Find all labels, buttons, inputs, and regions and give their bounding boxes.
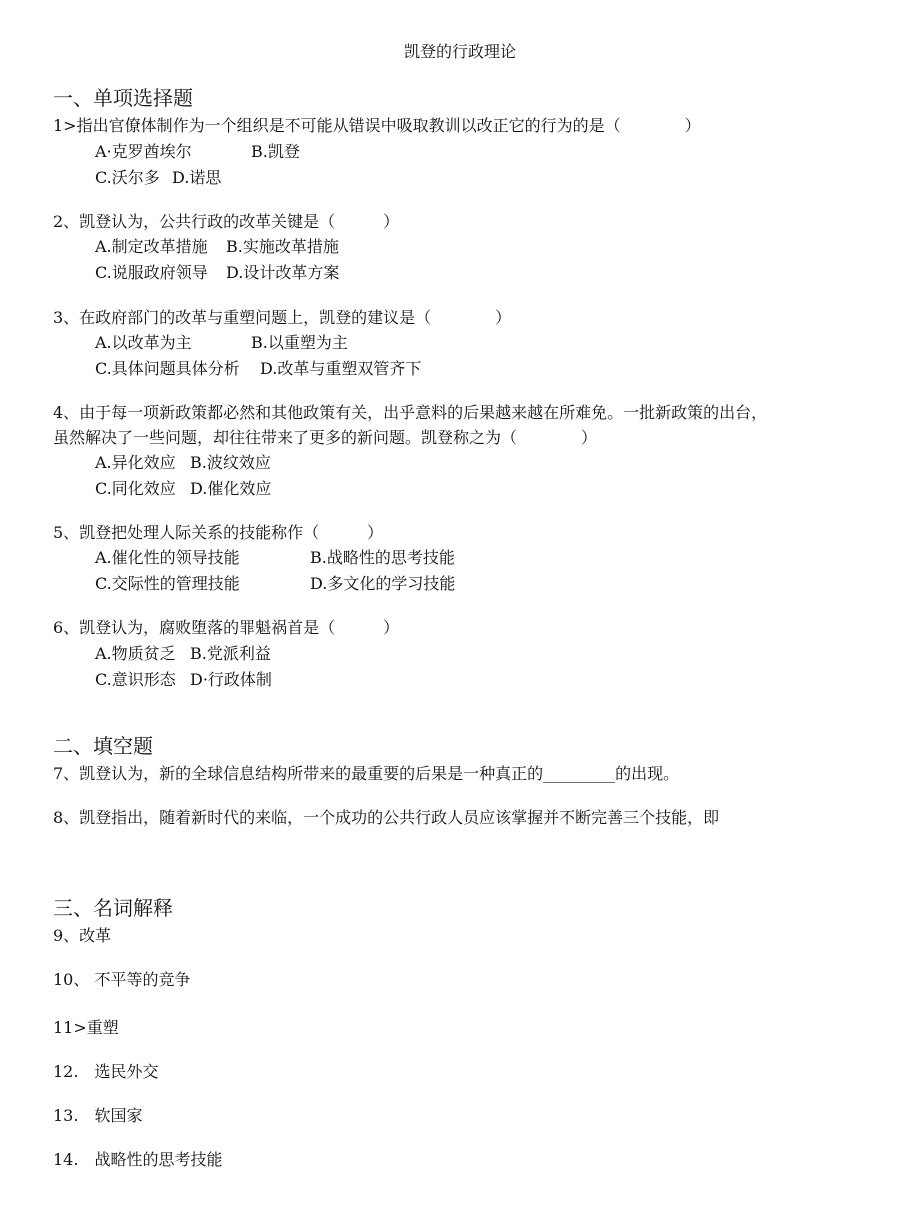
question-7: 7、凯登认为，新的全球信息结构所带来的最重要的后果是一种真正的_________的出现。 — [53, 764, 680, 783]
question-3-stem: 3、在政府部门的改革与重塑问题上，凯登的建议是（ ） — [53, 308, 512, 327]
option-c: C.同化效应 — [95, 479, 176, 498]
option-b: B.党派利益 — [190, 644, 271, 663]
option-c: C.交际性的管理技能 — [95, 574, 240, 593]
option-c: C.说服政府领导 — [95, 263, 208, 282]
term-item: 10、 不平等的竞争 — [53, 970, 191, 989]
option-b: B.以重塑为主 — [251, 333, 348, 352]
question-6-stem: 6、凯登认为，腐败堕落的罪魁祸首是（ ） — [53, 618, 400, 637]
document-title: 凯登的行政理论 — [403, 42, 516, 61]
question-1-stem: 1>指出官僚体制作为一个组织是不可能从错误中吸取教训以改正它的行为的是（ ） — [53, 116, 701, 135]
option-d: D.多文化的学习技能 — [310, 574, 456, 593]
option-b: B.实施改革措施 — [226, 237, 339, 256]
option-a: A.以改革为主 — [95, 333, 192, 352]
option-d: D.改革与重塑双管齐下 — [260, 359, 422, 378]
term-item: 11>重塑 — [53, 1018, 119, 1037]
option-a: A.物质贫乏 — [95, 644, 176, 663]
option-a: A.异化效应 — [95, 453, 176, 472]
option-a: A·克罗酋埃尔 — [95, 142, 192, 161]
section-heading-terms: 三、名词解释 — [53, 896, 173, 920]
question-2-stem: 2、凯登认为，公共行政的改革关键是（ ） — [53, 212, 400, 231]
question-4-stem-cont: 虽然解决了一些问题，却往往带来了更多的新问题。凯登称之为（ ） — [53, 428, 598, 447]
section-heading-fill-blank: 二、填空题 — [53, 734, 153, 758]
option-b: B.战略性的思考技能 — [310, 548, 455, 567]
option-d: D.诺思 — [172, 168, 222, 187]
option-a: A.催化性的领导技能 — [95, 548, 240, 567]
option-d: D.设计改革方案 — [226, 263, 340, 282]
option-b: B.凯登 — [251, 142, 300, 161]
question-5-stem: 5、凯登把处理人际关系的技能称作（ ） — [53, 523, 384, 542]
option-a: A.制定改革措施 — [95, 237, 208, 256]
term-item: 14. 战略性的思考技能 — [53, 1150, 223, 1169]
question-4-stem: 4、由于每一项新政策都必然和其他政策有关，出乎意料的后果越来越在所难免。一批新政策的出台， — [53, 403, 768, 422]
section-heading-choice: 一、单项选择题 — [53, 86, 193, 110]
term-item: 13. 软国家 — [53, 1106, 143, 1125]
option-b: B.波纹效应 — [190, 453, 271, 472]
term-item: 9、改革 — [53, 926, 112, 945]
option-c: C.沃尔多 — [95, 168, 160, 187]
term-item: 12. 选民外交 — [53, 1062, 159, 1081]
question-8: 8、凯登指出，随着新时代的来临，一个成功的公共行政人员应该掌握并不断完善三个技能，即 — [53, 808, 720, 827]
option-d: D.催化效应 — [190, 479, 272, 498]
option-d: D·行政体制 — [190, 670, 272, 689]
option-c: C.意识形态 — [95, 670, 176, 689]
option-c: C.具体问题具体分析 — [95, 359, 240, 378]
